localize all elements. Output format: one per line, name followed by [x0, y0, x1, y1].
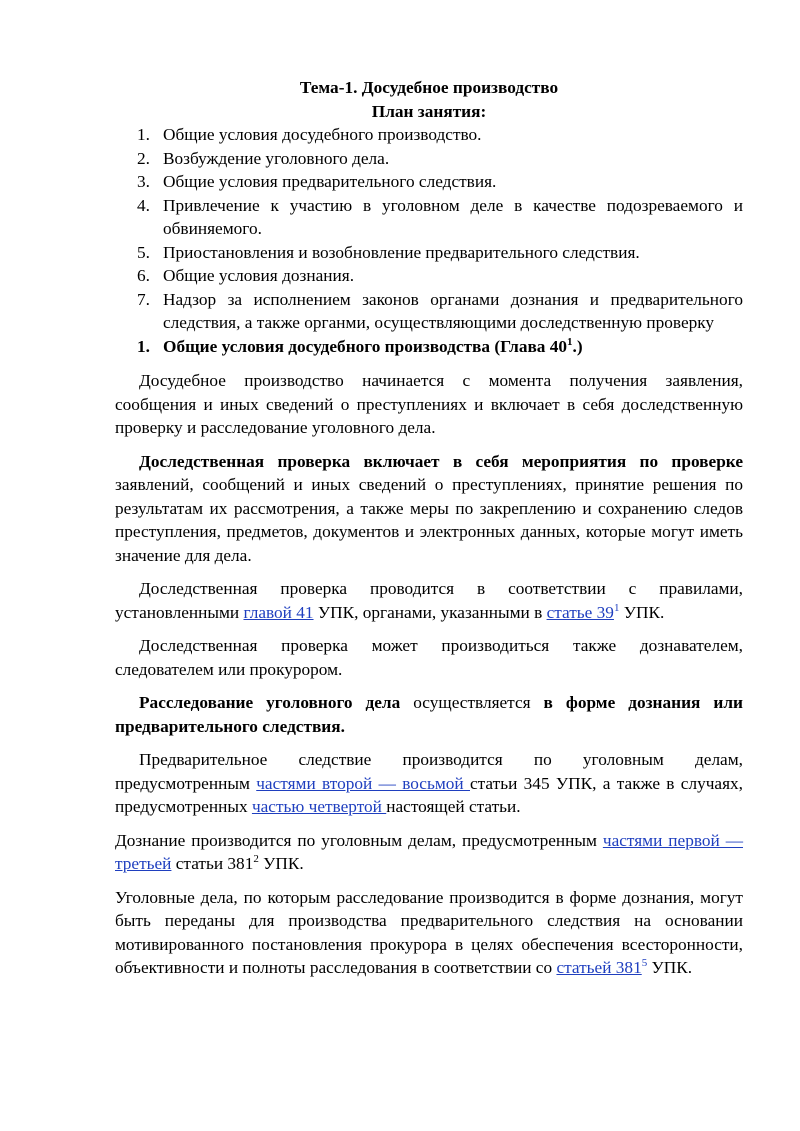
list-item-text: Общие условия досудебного производство.	[163, 125, 482, 144]
list-item	[115, 123, 743, 147]
section-heading-text: Общие условия досудебного производства (Глава 40	[163, 336, 568, 356]
list-item-text: Приостановления и возобновление предварительного следствия.	[163, 242, 640, 262]
link-part-four[interactable]: частью четвертой	[251, 797, 387, 816]
paragraph-text: Доследственная проверка проводится в соответствии с правилами, установленными	[115, 579, 743, 622]
list-item-number: 2.	[137, 148, 150, 168]
list-item-text: Общие условия дознания.	[163, 266, 355, 285]
document-title: Тема-1. Досудебное производство	[299, 78, 559, 97]
paragraph-inquiry	[115, 829, 743, 876]
section-heading-sup: 1	[567, 335, 573, 348]
list-item-number: 1.	[137, 125, 150, 144]
list-item-text: Возбуждение уголовного дела.	[163, 148, 390, 168]
list-item	[115, 194, 743, 241]
link-parts-two-eight[interactable]: частями второй — восьмой	[256, 773, 470, 793]
lesson-plan-list	[115, 123, 743, 335]
list-item	[115, 264, 743, 288]
paragraph-text: УПК.	[258, 854, 304, 873]
document-subtitle: План занятия:	[371, 101, 487, 121]
paragraph-text: УПК.	[647, 958, 693, 977]
link-article-39-sup[interactable]: 1	[613, 601, 620, 614]
list-item-text: Привлечение к участию в уголовном деле в качестве подозреваемого и обвиняемого.	[163, 195, 743, 238]
paragraph-preliminary-check	[115, 450, 743, 568]
list-item	[115, 170, 743, 194]
list-item	[115, 147, 743, 171]
paragraph-text: Уголовные дела, по которым расследование производится в форме дознания, могут быть переданы для производства предварительного следствия на основании мотивированного постановления прокурора в целях обеспечения всесторонности, объективности и полноты расследования в соответствии со	[115, 887, 743, 977]
list-item	[115, 241, 743, 265]
list-item-number: 3.	[137, 172, 150, 191]
paragraph-text: настоящей статьи.	[386, 797, 521, 816]
article-sup: 2	[253, 853, 259, 866]
paragraph-check-rules	[115, 577, 743, 624]
link-chapter-41[interactable]: главой 41	[243, 602, 314, 622]
link-article-381-5[interactable]: статьей 381	[556, 958, 642, 977]
paragraph-check-performers: Доследственная проверка может производиться также дознавателем, следователем или прокурором.	[115, 636, 743, 679]
paragraph-text: статьи 381	[171, 854, 254, 873]
section-heading-tail: .)	[572, 336, 583, 356]
link-article-381-5-sup[interactable]: 5	[641, 957, 648, 970]
paragraph-text: заявлений, сообщений и иных сведений о преступлениях, принятие решения по результатам их рассмотрения, а также меры по закреплению и сохранению следов преступления, предметов, документов и электронных данных, которые могут иметь значение для дела.	[115, 475, 743, 565]
paragraph-preliminary-investigation	[115, 748, 743, 819]
link-article-39[interactable]: статье 39	[546, 602, 614, 622]
paragraph-case-transfer	[115, 886, 743, 980]
list-item	[115, 288, 743, 335]
link-parts-one-three[interactable]: частями первой — третьей	[115, 830, 743, 873]
paragraph-text: осуществляется	[400, 693, 544, 712]
paragraph-text: Дознание производится по уголовным делам, предусмотренным	[115, 830, 603, 850]
section-number: 1.	[137, 336, 150, 356]
list-item-number: 7.	[137, 289, 150, 309]
paragraph-text: УПК, органами, указанными в	[313, 602, 547, 622]
paragraph-bold-lead: Доследственная проверка включает в себя мероприятия по проверке	[139, 451, 743, 471]
section-heading	[115, 335, 743, 359]
list-item-text: Общие условия предварительного следствия.	[163, 172, 497, 191]
list-item-number: 6.	[137, 266, 150, 285]
paragraph-text: УПК.	[619, 602, 665, 622]
list-item-number: 5.	[137, 242, 150, 262]
paragraph-pretrial-start: Досудебное производство начинается с момента получения заявления, сообщения и иных сведений о преступлениях и включает в себя доследственную проверку и расследование уголовного дела.	[115, 371, 743, 437]
paragraph-bold-lead: Расследование уголовного дела	[139, 693, 401, 712]
list-item-text: Надзор за исполнением законов органами дознания и предварительного следствия, а также органми, осуществляющими доследственную проверку	[163, 289, 743, 332]
paragraph-text: статьи 345 УПК, а также в случаях, предусмотренных	[115, 773, 743, 816]
document-page	[115, 76, 743, 990]
paragraph-investigation-forms	[115, 691, 743, 738]
paragraph-bold-tail: в форме дознания или предварительного следствия.	[115, 693, 743, 736]
paragraph-text: Предварительное следствие производится по уголовным делам, предусмотренным	[115, 750, 743, 793]
list-item-number: 4.	[137, 195, 150, 215]
